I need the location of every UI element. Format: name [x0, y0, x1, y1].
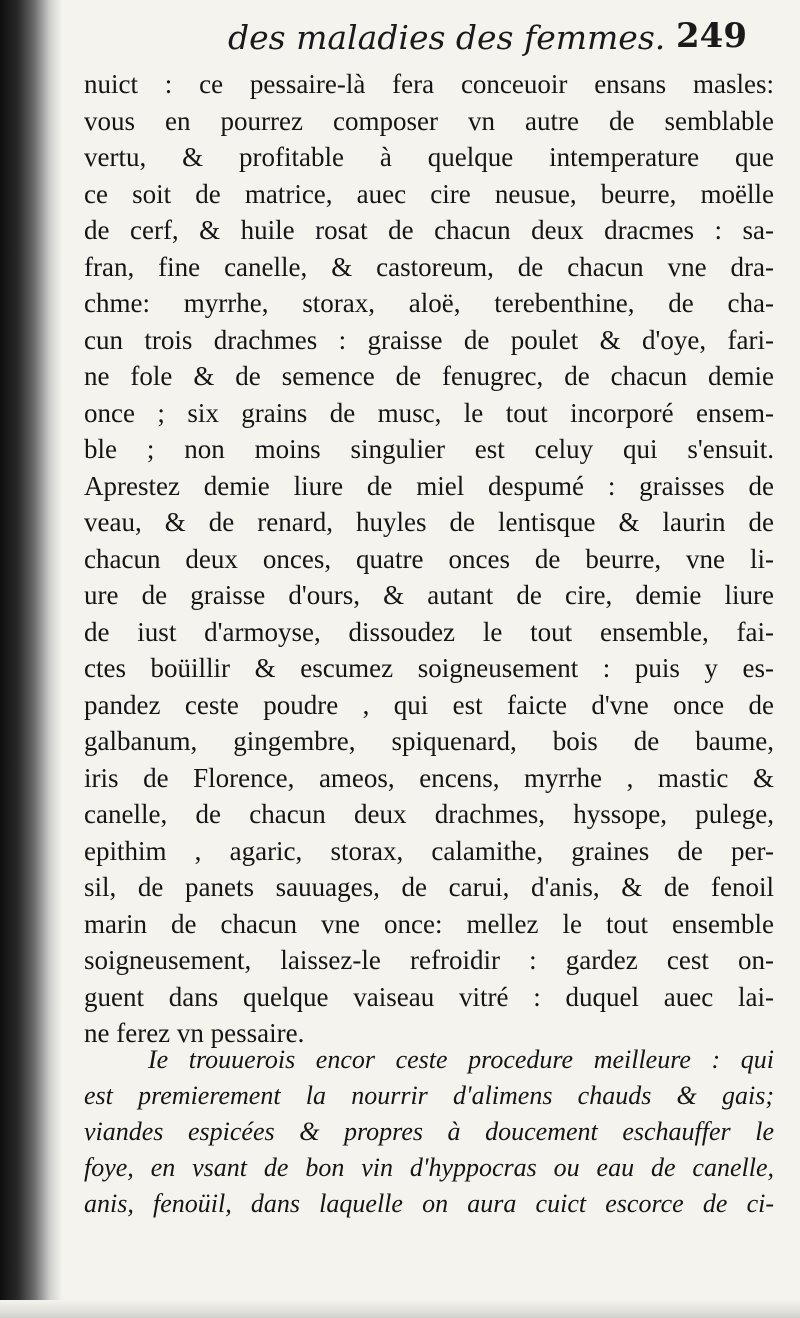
text-line: iris de Florence, ameos, encens, myrrhe , mastic & — [84, 762, 774, 793]
text-line: galbanum, gingembre, spiquenard, bois de baume, — [84, 726, 774, 756]
text-line: once ; six grains de musc, le tout incorporé ensem- — [84, 397, 774, 428]
text-line: de iust d'armoyse, dissoudez le tout ensemble, fai- — [84, 616, 774, 647]
text-line: canelle, de chacun deux drachmes, hyssope, pulege, — [84, 799, 774, 829]
text-line: ce soit de matrice, auec cire neusue, beurre, moëlle — [84, 178, 774, 209]
page-header — [90, 14, 780, 60]
text-line: fran, fine canelle, & castoreum, de chacun vne dra- — [84, 251, 774, 282]
binding-gutter — [0, 0, 62, 1318]
text-line: chme: myrrhe, storax, aloë, terebenthine, de cha- — [84, 288, 774, 318]
running-head: des maladies des femmes. — [228, 18, 666, 57]
italic-text-line: est premierement la nourrir d'alimens chauds & gais; — [84, 1081, 774, 1110]
text-line: soigneusement, laissez-le refroidir : gardez cest on- — [84, 945, 774, 975]
text-line: de cerf, & huile rosat de chacun deux dracmes : sa- — [84, 215, 774, 245]
page-bottom-edge — [0, 1300, 800, 1318]
text-line: cun trois drachmes : graisse de poulet & d'oye, fari- — [84, 324, 774, 355]
main-text — [84, 66, 774, 1052]
text-line: guent dans quelque vaiseau vitré : duquel auec lai- — [84, 981, 774, 1012]
text-line: chacun deux onces, quatre onces de beurre, vne li- — [84, 543, 774, 574]
text-line: ne fole & de semence de fenugrec, de chacun demie — [84, 361, 774, 391]
page-number: 249 — [676, 16, 747, 56]
text-line: Aprestez demie liure de miel despumé : graisses de — [84, 470, 774, 501]
text-line: pandez ceste poudre , qui est faicte d'vne once de — [84, 689, 774, 720]
text-line: sil, de panets sauuages, de carui, d'anis, & de fenoil — [84, 872, 774, 902]
text-line: ble ; non moins singulier est celuy qui s'ensuit. — [84, 434, 774, 464]
text-line: vous en pourrez composer vn autre de semblable — [84, 105, 774, 136]
italic-paragraph — [84, 1042, 774, 1222]
text-line: nuict : ce pessaire-là fera conceuoir ensans masles: — [84, 69, 774, 99]
italic-text-line: anis, fenoüil, dans laquelle on aura cuict escorce de ci- — [84, 1189, 774, 1218]
italic-text-line: foye, en vsant de bon vin d'hyppocras ou eau de canelle, — [84, 1153, 774, 1182]
italic-text-line: viandes espicées & propres à doucement eschauffer le — [84, 1117, 774, 1146]
italic-text-line: Ie trouuerois encor ceste procedure meilleure : qui — [148, 1045, 774, 1074]
text-line: marin de chacun vne once: mellez le tout ensemble — [84, 908, 774, 939]
text-line: vertu, & profitable à quelque intemperature que — [84, 142, 774, 172]
text-line: ctes boüillir & escumez soigneusement : puis y es- — [84, 653, 774, 683]
text-line: veau, & de renard, huyles de lentisque & laurin de — [84, 507, 774, 537]
text-line: epithim , agaric, storax, calamithe, graines de per- — [84, 835, 774, 866]
text-line: ure de graisse d'ours, & autant de cire, demie liure — [84, 580, 774, 610]
text-line: ne ferez vn pessaire. — [84, 1018, 305, 1048]
